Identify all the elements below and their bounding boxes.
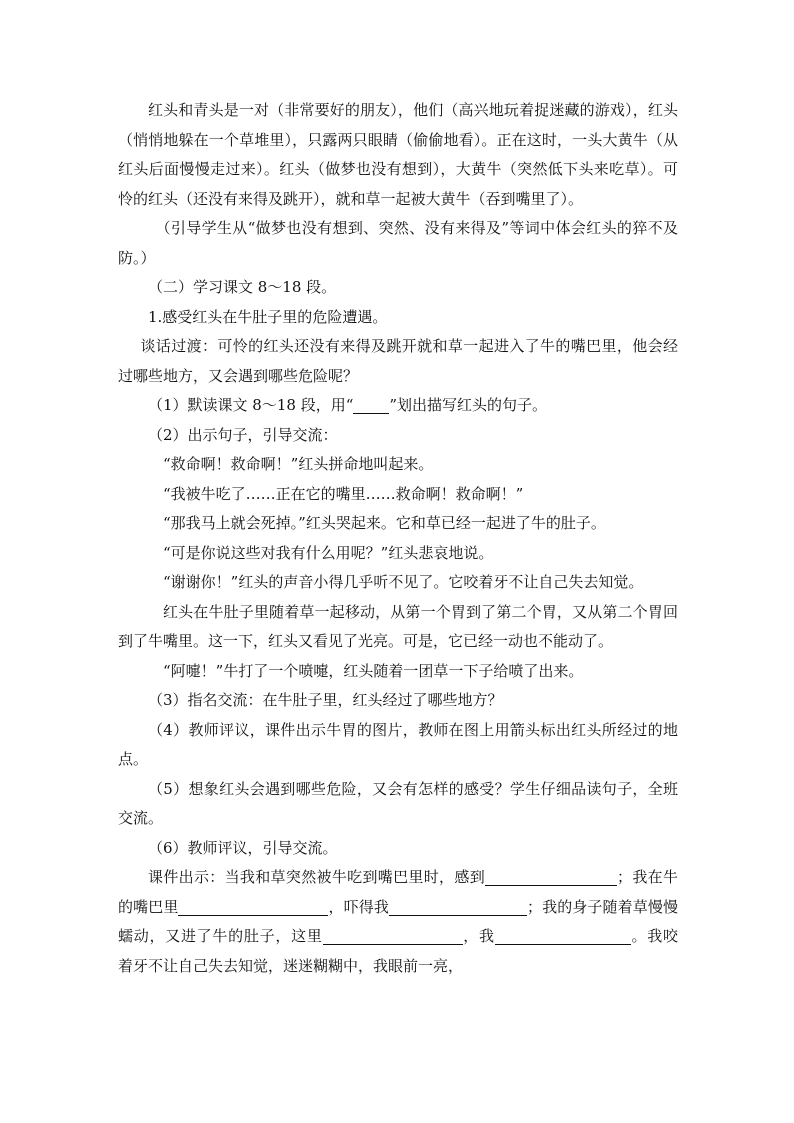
step-5: （5）想象红头会遇到哪些危险，又会有怎样的感受？学生仔细品读句子，全班交流。 <box>118 779 678 827</box>
subsection-heading: 1.感受红头在牛肚子里的危险遭遇。 <box>148 307 388 326</box>
quote-sentence: “谢谢你！”红头的声音小得几乎听不见了。它咬着牙不让自己失去知觉。 <box>163 573 644 591</box>
quote-sentence: “可是你说这些对我有什么用呢？”红头悲哀地说。 <box>163 543 494 562</box>
quote-sentence: “阿嚏！”牛打了一个喷嚏，红头随着一团草一下子给喷了出来。 <box>163 661 584 680</box>
step-2: （2）出示句子，引导交流： <box>148 425 338 444</box>
teaching-note: （引导学生从“做梦也没有想到、突然、没有来得及”等词中体会红头的猝不及防。） <box>118 219 678 267</box>
quote-sentence: 红头在牛肚子里随着草一起移动，从第一个胃到了第二个胃，又从第二个胃回到了牛嘴里。这一下，红头又看见了光亮。可是，它已经一动也不能动了。 <box>118 602 678 650</box>
step-3: （3）指名交流：在牛肚子里，红头经过了哪些地方？ <box>148 691 503 709</box>
quote-sentence: “我被牛吃了……正在它的嘴里……救命啊！救命啊！” <box>163 484 524 503</box>
fill-blank <box>389 899 527 916</box>
section-heading: （二）学习课文 8～18 段。 <box>148 278 337 296</box>
step-1: （1）默读课文 8～18 段，用“ ”划出描写红头的句子。 <box>148 396 548 414</box>
underline-blank <box>353 397 389 414</box>
story-cloze-paragraph: 红头和青头是一对（非常要好的朋友），他们（高兴地玩着捉迷藏的游戏），红头（悄悄地躲在一个草堆里），只露两只眼睛（偷偷地看）。正在这时，一头大黄牛（从红头后面慢慢走过来）。红头（做梦也没有想到），大黄牛（突然低下头来吃草）。可怜的红头（还没有来得及跳开），就和草一起被大黄牛（吞到嘴里了）。 <box>118 101 678 208</box>
quote-sentence: “救命啊！救命啊！”红头拼命地叫起来。 <box>163 455 434 473</box>
step-4: （4）教师评议，课件出示牛胃的图片，教师在图上用箭头标出红头所经过的地点。 <box>118 720 678 768</box>
fill-blank <box>178 899 328 916</box>
fill-blank <box>485 869 617 886</box>
step-6: （6）教师评议，引导交流。 <box>148 838 338 857</box>
fill-blank <box>323 928 463 945</box>
fill-blank <box>495 928 631 945</box>
document-page <box>118 96 678 981</box>
quote-sentence: “那我马上就会死掉。”红头哭起来。它和草已经一起进了牛的肚子。 <box>163 514 606 532</box>
courseware-exercise: 课件出示：当我和草突然被牛吃到嘴巴里时，感到 ；我在牛的嘴巴里 ，吓得我 ；我的身子随着草慢慢蠕动，又进了牛的肚子，这里 ，我 。我咬着牙不让自己失去知觉，迷迷糊糊中，我眼前一亮， <box>118 868 678 975</box>
transition-paragraph: 谈话过渡：可怜的红头还没有来得及跳开就和草一起进入了牛的嘴巴里，他会经过哪些地方，又会遇到哪些危险呢？ <box>118 337 678 385</box>
